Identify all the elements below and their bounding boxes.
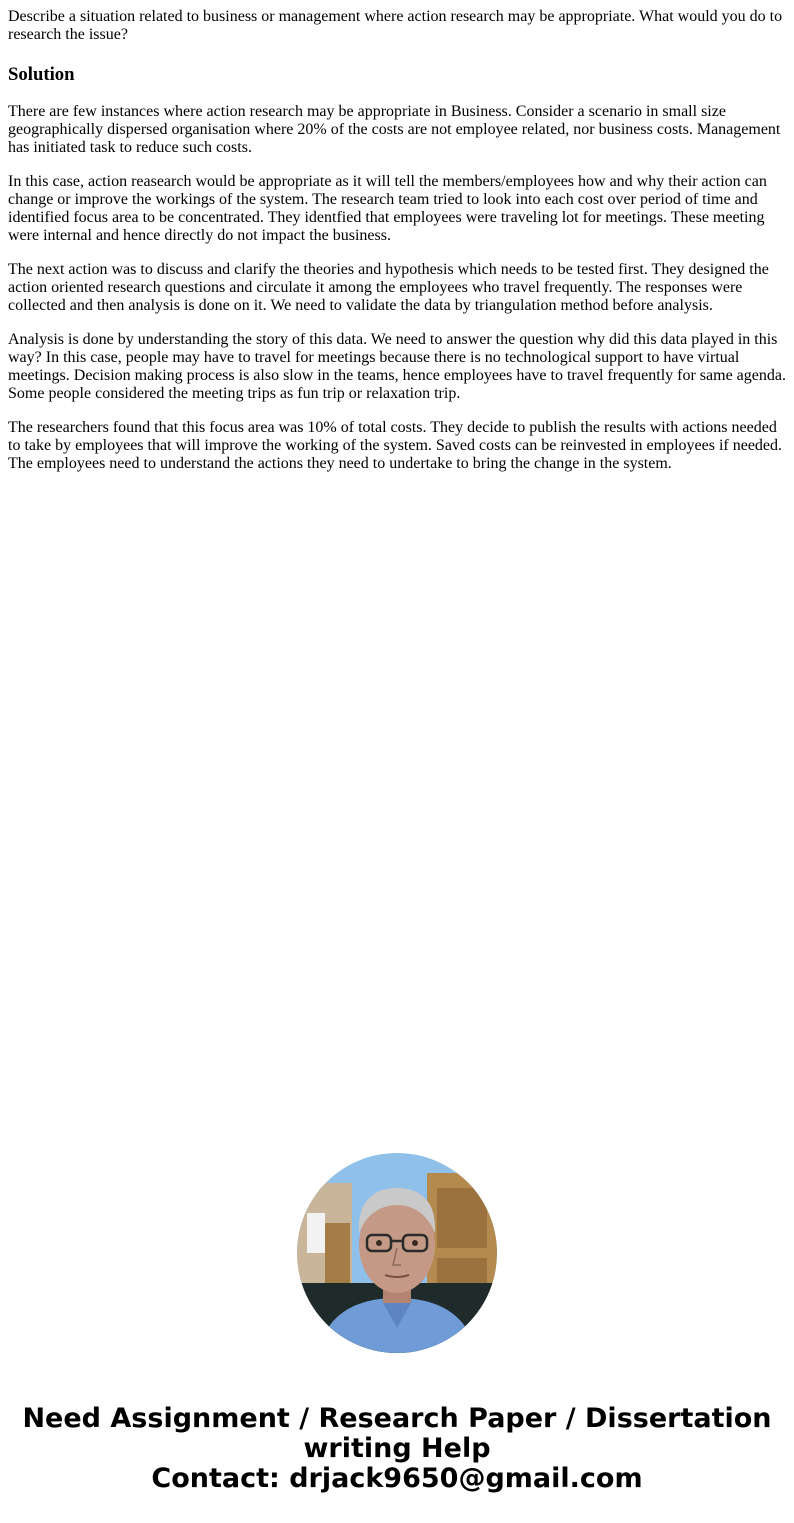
solution-heading: Solution [8,64,75,85]
solution-paragraph-1: There are few instances where action research may be appropriate in Business. Consider a scenario in small size geographically dispersed organisation where 20% of the costs are not employee related, nor business costs. Management has initiated task to reduce such costs. [8,103,781,156]
document-body [8,8,788,489]
solution-paragraph-4: Analysis is done by understanding the story of this data. We need to answer the question why did this data played in this way? In this case, people may have to travel for meetings because there is no technological support to have virtual meetings. Decision making process is also slow in the teams, hence employees have to travel frequently for same agenda. Some people considered the meeting trips as fun trip or relaxation trip. [8,331,786,402]
solution-paragraph-2: In this case, action reasearch would be appropriate as it will tell the members/employees how and why their action can change or improve the workings of the system. The research team tried to look into each cost over period of time and identified focus area to be concentrated. They identfied that employees were traveling lot for meetings. These meeting were internal and hence directly do not impact the business. [8,173,767,244]
contact-banner [0,1404,794,1494]
question-text: Describe a situation related to business or management where action research may be appropriate. What would you do to research the issue? [8,8,783,43]
contact-email: Contact: drjack9650@gmail.com [151,1463,643,1494]
banner-line-2: writing Help [303,1433,491,1464]
solution-paragraph-5: The researchers found that this focus area was 10% of total costs. They decide to publish the results with actions needed to take by employees that will improve the working of the system. Saved costs can be reinvested in employees if needed. The employees need to understand the actions they need to undertake to bring the change in the system. [8,419,783,472]
banner-line-1: Need Assignment / Research Paper / Dissertation [22,1403,772,1434]
author-photo-icon [297,1153,497,1353]
solution-paragraph-3: The next action was to discuss and clarify the theories and hypothesis which needs to be tested first. They designed the action oriented research questions and circulate it among the employees who travel frequently. The responses were collected and then analysis is done on it. We need to validate the data by triangulation method before analysis. [8,261,769,314]
